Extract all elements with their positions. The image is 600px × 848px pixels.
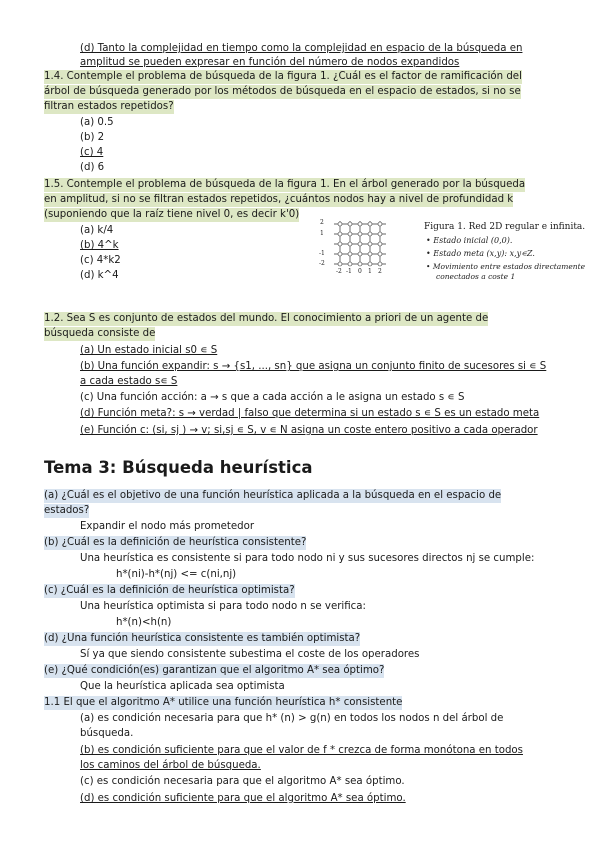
figure-bullet-3-cont: conectados a coste 1 bbox=[436, 272, 516, 281]
question-1-5-line1: 1.5. Contemple el problema de búsqueda de la figura 1. En el árbol generado por la búsqueda bbox=[44, 179, 526, 190]
question-1-4-line1: 1.4. Contemple el problema de búsqueda de la figura 1. ¿Cuál es el factor de ramificación del bbox=[44, 71, 522, 82]
q15-option-a: (a) k/4 bbox=[80, 225, 114, 236]
question-1-4-line3: filtran estados repetidos? bbox=[44, 101, 174, 112]
tema3-question-a-line1: (a) ¿Cuál es el objetivo de una función heurística aplicada a la búsqueda en el espacio de bbox=[44, 490, 502, 501]
figure-bullet-2: • Estado meta (x,y): x,y∊Z. bbox=[426, 249, 535, 258]
y-tick: -1 bbox=[319, 250, 325, 257]
question-1-4-line2: árbol de búsqueda generado por los métodos de búsqueda en el espacio de estados, si no se bbox=[44, 86, 521, 97]
intro-option-d-line2: amplitud se pueden expresar en función del número de nodos expandidos bbox=[80, 57, 460, 68]
tema3-question-b: (b) ¿Cuál es la definición de heurística consistente? bbox=[44, 537, 307, 548]
figure-caption-title: Figura 1. Red 2D regular e infinita. bbox=[424, 222, 586, 232]
q11-option-d: (d) es condición suficiente para que el algoritmo A* sea óptimo. bbox=[80, 793, 406, 804]
tema3-answer-d: Sí ya que siendo consistente subestima el coste de los operadores bbox=[80, 649, 420, 660]
q15-option-b: (b) 4^k bbox=[80, 240, 119, 251]
figure-1 bbox=[318, 216, 598, 281]
question-1-5-line3: (suponiendo que la raíz tiene nivel 0, es decir k'0) bbox=[44, 209, 300, 220]
x-tick: -2 bbox=[336, 268, 342, 275]
y-tick: 2 bbox=[320, 219, 324, 226]
q14-option-d: (d) 6 bbox=[80, 162, 105, 173]
tema3-answer-c-formula: h*(n)<h(n) bbox=[116, 617, 172, 628]
tema3-question-d: (d) ¿Una función heurística consistente es también optimista? bbox=[44, 633, 361, 644]
y-tick: 1 bbox=[320, 230, 324, 237]
figure-bullet-3: • Movimiento entre estados directamente bbox=[426, 262, 586, 271]
q11-option-b-line2: los caminos del árbol de búsqueda. bbox=[80, 760, 261, 771]
figure-bullet-1: • Estado inicial (0,0). bbox=[426, 236, 513, 245]
tema3-answer-a: Expandir el nodo más prometedor bbox=[80, 521, 255, 532]
x-tick: 1 bbox=[368, 268, 372, 275]
y-tick: -2 bbox=[319, 260, 325, 267]
tema3-question-a-line2: estados? bbox=[44, 505, 90, 516]
tema3-answer-b-formula: h*(ni)-h*(nj) <= c(ni,nj) bbox=[116, 569, 237, 580]
q14-option-a: (a) 0.5 bbox=[80, 117, 114, 128]
q14-option-b: (b) 2 bbox=[80, 132, 105, 143]
q12-option-d: (d) Función meta?: s → verdad | falso que determina si un estado s ∊ S es un estado meta bbox=[80, 408, 540, 419]
q11-option-a-line1: (a) es condición necesaria para que h* (n) > g(n) en todos los nodos n del árbol de bbox=[80, 713, 504, 724]
question-1-2-line2: búsqueda consiste de bbox=[44, 328, 156, 339]
tema3-question-c: (c) ¿Cuál es la definición de heurística optimista? bbox=[44, 585, 295, 596]
question-1-2-line1: 1.2. Sea S es conjunto de estados del mundo. El conocimiento a priori de un agente de bbox=[44, 313, 489, 324]
question-1-1: 1.1 El que el algoritmo A* utilice una función heurística h* consistente bbox=[44, 697, 403, 708]
tema3-answer-b-line1: Una heurística es consistente si para todo nodo ni y sus sucesores directos nj se cumple: bbox=[80, 553, 535, 564]
tema3-answer-c-line1: Una heurística optimista si para todo nodo n se verifica: bbox=[80, 601, 366, 612]
x-tick: 2 bbox=[378, 268, 382, 275]
section-heading: Tema 3: Búsqueda heurística bbox=[44, 458, 313, 477]
x-tick: 0 bbox=[358, 268, 362, 275]
q14-option-c: (c) 4 bbox=[80, 147, 104, 158]
q11-option-a-line2: búsqueda. bbox=[80, 728, 134, 739]
q12-option-b-line2: a cada estado s∊ S bbox=[80, 376, 178, 387]
question-1-5-line2: en amplitud, si no se filtran estados repetidos, ¿cuántos nodos hay a nivel de profundidad k bbox=[44, 194, 514, 205]
intro-option-d-line1: (d) Tanto la complejidad en tiempo como la complejidad en espacio de la búsqueda en bbox=[80, 43, 523, 54]
q15-option-d: (d) k^4 bbox=[80, 270, 119, 281]
tema3-question-e: (e) ¿Qué condición(es) garantizan que el algoritmo A* sea óptimo? bbox=[44, 665, 385, 676]
q15-option-c: (c) 4*k2 bbox=[80, 255, 121, 266]
q12-option-a: (a) Un estado inicial s0 ∊ S bbox=[80, 345, 218, 356]
x-tick: -1 bbox=[346, 268, 352, 275]
q11-option-b-line1: (b) es condición suficiente para que el valor de f * crezca de forma monótona en todos bbox=[80, 745, 523, 756]
tema3-answer-e: Que la heurística aplicada sea optimista bbox=[80, 681, 285, 692]
q12-option-e: (e) Función c: (si, sj ) → v; si,sj ∊ S, v ∊ N asigna un coste entero positivo a cada operador bbox=[80, 425, 538, 436]
q12-option-b-line1: (b) Una función expandir: s → {s1, ..., sn} que asigna un conjunto finito de sucesores si ∊ S bbox=[80, 361, 547, 372]
q11-option-c: (c) es condición necesaria para que el algoritmo A* sea óptimo. bbox=[80, 776, 405, 787]
q12-option-c: (c) Una función acción: a → s que a cada acción a le asigna un estado s ∊ S bbox=[80, 392, 465, 403]
